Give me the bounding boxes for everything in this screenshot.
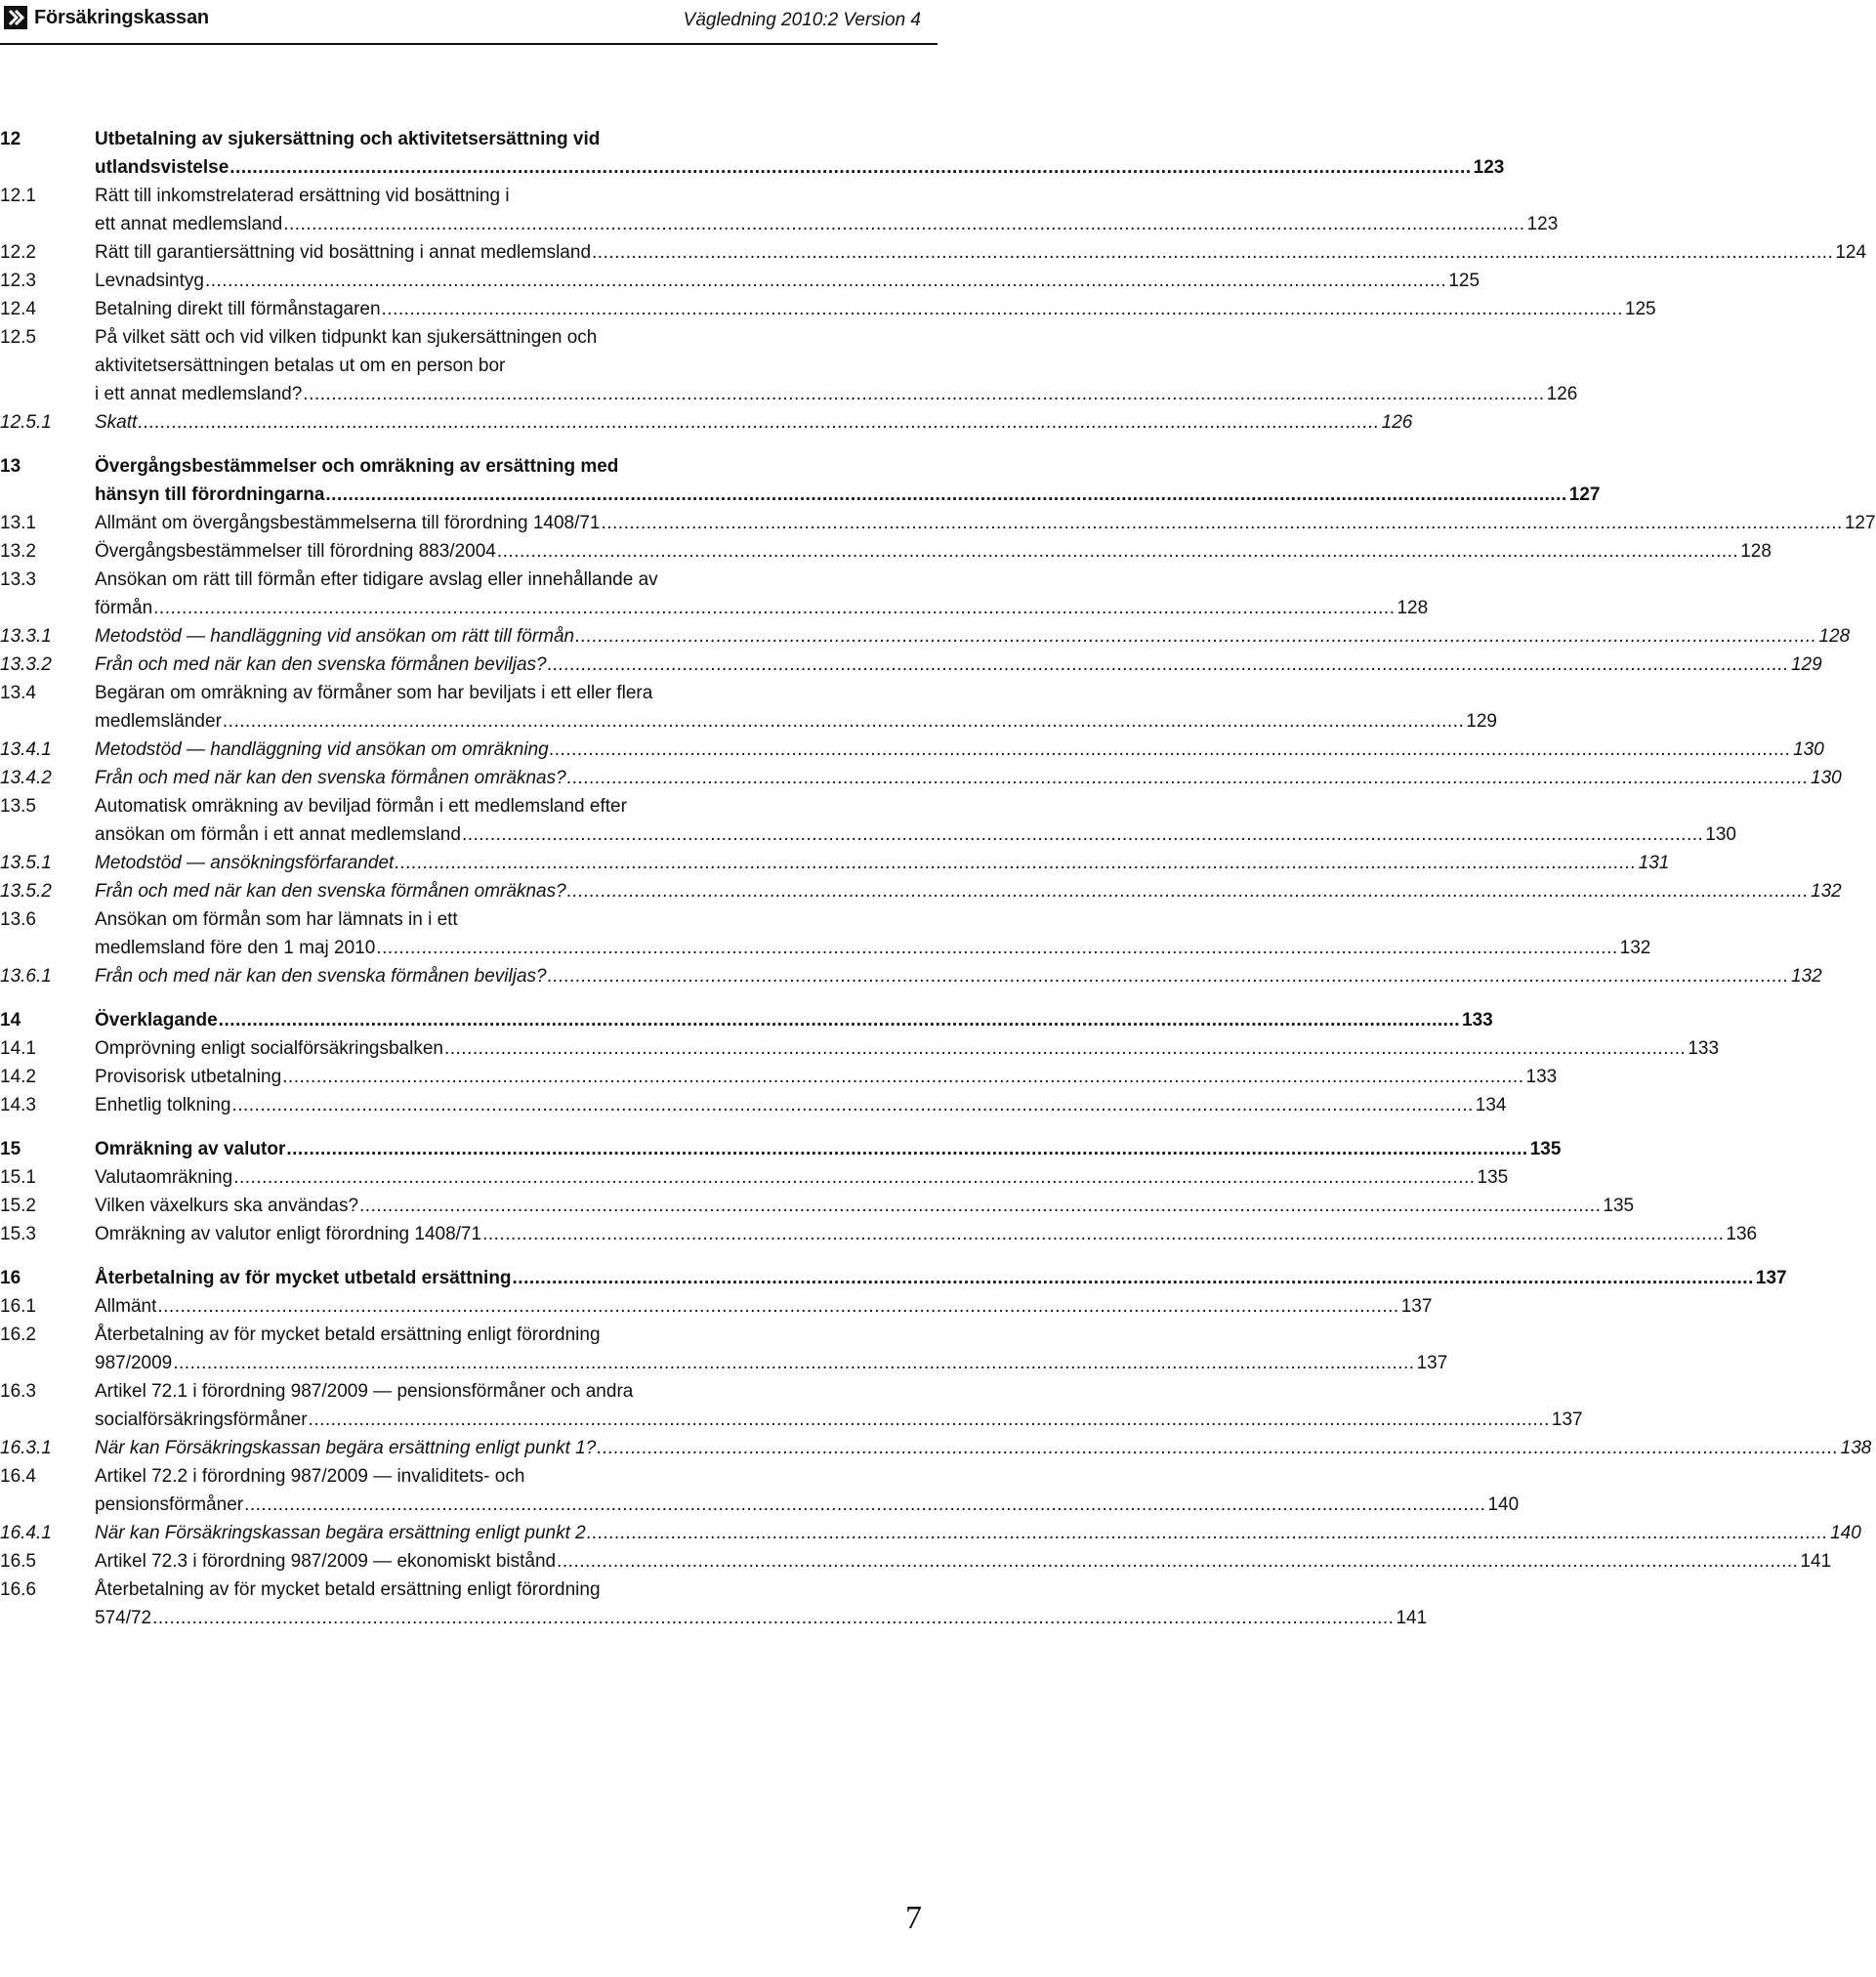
toc-entry-page: 134 (1475, 1095, 1507, 1115)
toc-spacer (0, 990, 928, 1006)
toc-entry-page: 136 (1726, 1224, 1758, 1244)
toc-entry-body (95, 622, 1850, 651)
toc-entry-title: Allmänt (95, 1296, 157, 1317)
document-id: Vägledning 2010:2 Version 4 (683, 10, 921, 30)
toc-entry-title: pensionsförmåner (95, 1494, 244, 1515)
toc-entry[interactable] (0, 905, 1651, 962)
toc-entry-page: 125 (1448, 271, 1480, 291)
toc-entry-number: 14.3 (0, 1095, 36, 1115)
toc-entry[interactable] (0, 566, 1429, 622)
toc-entry-body (95, 736, 1824, 764)
toc-entry-row (95, 1349, 1447, 1377)
toc-entry-body (95, 651, 1822, 679)
toc-entry-row (95, 153, 1504, 182)
toc-entry-page: 135 (1477, 1167, 1509, 1188)
toc-dot-leader: ............................................................................................................................................................................................................................ (231, 1095, 1474, 1115)
toc-dot-leader: ............................................................................................................................................................................................................................ (512, 1268, 1754, 1288)
toc-entry-page: 123 (1473, 157, 1505, 178)
toc-entry-page: 137 (1416, 1353, 1448, 1373)
toc-entry-body (95, 905, 1650, 962)
toc-entry-title-line: Rätt till inkomstrelaterad ersättning vid bosättning i (95, 186, 510, 206)
toc-entry-page: 133 (1525, 1067, 1558, 1087)
toc-entry-title: förmån (95, 598, 153, 618)
toc-dot-leader: ............................................................................................................................................................................................................................ (575, 626, 1817, 647)
toc-entry-number: 13.2 (0, 541, 36, 562)
toc-entry-title: Metodstöd — handläggning vid ansökan om rätt till förmån (95, 626, 575, 647)
toc-entry-body (95, 1034, 1719, 1063)
toc-entry-body (95, 566, 1428, 622)
toc-entry-row (95, 622, 1850, 651)
toc-entry-page: 135 (1529, 1139, 1562, 1159)
toc-entry-number: 14.1 (0, 1038, 36, 1059)
toc-entry-number: 16.3 (0, 1381, 36, 1402)
toc-spacer (0, 1248, 928, 1264)
toc-entry-number: 13.6.1 (0, 966, 52, 987)
toc-entry-title-line: Automatisk omräkning av beviljad förmån i ett medlemsland efter (95, 796, 627, 817)
toc-entry-title: hänsyn till förordningarna (95, 484, 325, 505)
toc-entry[interactable] (0, 736, 1824, 764)
toc-entry-row (95, 820, 1736, 849)
toc-entry[interactable] (0, 1547, 1832, 1576)
toc-entry-title: Från och med när kan den svenska förmånen omräknas? (95, 881, 566, 902)
toc-entry-body (95, 1292, 1432, 1321)
toc-entry-title-line: aktivitetsersättningen betalas ut om en person bor (95, 356, 506, 376)
toc-entry[interactable] (0, 1220, 1758, 1248)
toc-entry-row (95, 1406, 1583, 1434)
toc-entry-body (95, 962, 1822, 990)
toc-entry-page: 141 (1396, 1608, 1428, 1628)
toc-entry-number: 13.4 (0, 683, 36, 703)
toc-entry-body (95, 182, 1558, 238)
toc-entry-page: 128 (1397, 598, 1429, 618)
toc-dot-leader: ............................................................................................................................................................................................................................ (395, 853, 1637, 873)
toc-dot-leader: ............................................................................................................................................................................................................................ (586, 1523, 1829, 1543)
toc-dot-leader: ............................................................................................................................................................................................................................ (303, 384, 1545, 404)
toc-dot-leader: ............................................................................................................................................................................................................................ (547, 966, 1789, 987)
toc-dot-leader: ............................................................................................................................................................................................................................ (222, 711, 1465, 732)
toc-entry-title: Från och med när kan den svenska förmånen omräknas? (95, 768, 566, 788)
toc-dot-leader: ............................................................................................................................................................................................................................ (359, 1196, 1602, 1216)
toc-entry[interactable] (0, 849, 1670, 877)
toc-entry-row (95, 267, 1480, 295)
toc-entry-title: Rätt till garantiersättning vid bosättning i annat medlemsland (95, 242, 592, 263)
toc-entry-number: 13.3 (0, 569, 36, 590)
toc-entry[interactable] (0, 295, 1656, 323)
toc-entry-row (95, 1163, 1508, 1192)
toc-entry-page: 123 (1526, 214, 1559, 234)
toc-entry-body (95, 1163, 1508, 1192)
toc-entry-body (95, 1264, 1787, 1292)
toc-entry-page: 126 (1546, 384, 1578, 404)
table-of-contents (0, 125, 1876, 1632)
toc-dot-leader: ............................................................................................................................................................................................................................ (547, 654, 1789, 675)
toc-entry-title-line: Utbetalning av sjukersättning och aktivitetsersättning vid (95, 129, 601, 149)
toc-entry-title: socialförsäkringsförmåner (95, 1409, 308, 1430)
toc-entry-body (95, 1321, 1447, 1377)
toc-entry[interactable] (0, 1519, 1861, 1547)
toc-entry[interactable] (0, 537, 1772, 566)
toc-entry-body (95, 1063, 1557, 1091)
toc-entry-body (95, 1519, 1861, 1547)
toc-entry-page: 133 (1688, 1038, 1720, 1059)
toc-entry-number: 13.3.2 (0, 654, 52, 675)
toc-entry[interactable] (0, 1434, 1872, 1462)
toc-entry-body (95, 679, 1497, 736)
toc-entry[interactable] (0, 877, 1842, 905)
toc-entry-title: Omprövning enligt socialförsäkringsbalken (95, 1038, 443, 1059)
toc-entry-page: 137 (1551, 1409, 1583, 1430)
toc-entry-number: 15.1 (0, 1167, 36, 1188)
toc-entry[interactable] (0, 452, 1601, 509)
logo-text: Försäkringskassan (34, 6, 209, 28)
toc-dot-leader: ............................................................................................................................................................................................................................ (152, 1608, 1395, 1628)
toc-entry-row (95, 849, 1669, 877)
toc-entry-page: 127 (1844, 513, 1876, 533)
toc-entry[interactable] (0, 125, 1505, 182)
toc-dot-leader: ............................................................................................................................................................................................................................ (282, 1067, 1524, 1087)
page-header (0, 0, 938, 43)
toc-dot-leader: ............................................................................................................................................................................................................................ (443, 1038, 1687, 1059)
toc-entry-number: 13.5.1 (0, 853, 52, 873)
toc-entry[interactable] (0, 1292, 1433, 1321)
toc-entry-row (95, 380, 1577, 408)
toc-entry-number: 16.2 (0, 1325, 36, 1345)
toc-entry-page: 132 (1790, 966, 1822, 987)
toc-entry-number: 16.6 (0, 1579, 36, 1600)
toc-entry-page: 126 (1381, 412, 1413, 433)
toc-dot-leader: ............................................................................................................................................................................................................................ (218, 1010, 1461, 1031)
toc-entry-number: 12.2 (0, 242, 36, 263)
toc-entry-title: Artikel 72.3 i förordning 987/2009 — ekonomiskt bistånd (95, 1551, 557, 1572)
toc-entry-title: Valutaomräkning (95, 1167, 233, 1188)
toc-entry-title: Metodstöd — handläggning vid ansökan om omräkning (95, 739, 549, 760)
toc-entry[interactable] (0, 1006, 1493, 1034)
toc-entry-row (95, 1519, 1861, 1547)
toc-entry-body (95, 1462, 1519, 1519)
toc-entry-number: 16.4 (0, 1466, 36, 1487)
toc-entry-page: 141 (1800, 1551, 1832, 1572)
toc-entry-page: 127 (1568, 484, 1601, 505)
toc-entry-title: Metodstöd — ansökningsförfarandet (95, 853, 395, 873)
toc-spacer (0, 1119, 928, 1135)
toc-entry-title-line: Ansökan om rätt till förmån efter tidigare avslag eller innehållande av (95, 569, 658, 590)
toc-entry[interactable] (0, 764, 1842, 792)
toc-entry-row (95, 651, 1822, 679)
toc-entry-page: 133 (1462, 1010, 1493, 1031)
toc-entry-row (95, 1604, 1427, 1632)
toc-entry-page: 131 (1638, 853, 1670, 873)
toc-entry-number: 13.4.2 (0, 768, 52, 788)
toc-entry-number: 15.3 (0, 1224, 36, 1244)
toc-dot-leader: ............................................................................................................................................................................................................................ (557, 1551, 1799, 1572)
toc-entry-row (95, 1220, 1757, 1248)
toc-dot-leader: ............................................................................................................................................................................................................................ (496, 541, 1739, 562)
toc-entry[interactable] (0, 238, 1867, 267)
toc-entry-body (95, 509, 1876, 537)
toc-entry-title: Enhetlig tolkning (95, 1095, 231, 1115)
toc-entry-row (95, 736, 1824, 764)
toc-entry-number: 12 (0, 129, 21, 149)
toc-entry-row (95, 877, 1842, 905)
toc-entry-page: 128 (1740, 541, 1772, 562)
toc-dot-leader: ............................................................................................................................................................................................................................ (153, 598, 1396, 618)
toc-entry-body (95, 267, 1480, 295)
toc-entry-title: Betalning direkt till förmånstagaren (95, 299, 381, 319)
toc-entry-number: 16 (0, 1268, 21, 1288)
toc-entry-title: Från och med när kan den svenska förmånen beviljas? (95, 966, 547, 987)
toc-entry-number: 13.4.1 (0, 739, 52, 760)
toc-entry-title-line: Artikel 72.1 i förordning 987/2009 — pensionsförmåner och andra (95, 1381, 634, 1402)
toc-entry[interactable] (0, 962, 1822, 990)
toc-dot-leader: ............................................................................................................................................................................................................................ (592, 242, 1834, 263)
toc-entry-title: Överklagande (95, 1010, 218, 1031)
toc-entry-body (95, 1192, 1634, 1220)
toc-entry-title-line: På vilket sätt och vid vilken tidpunkt kan sjukersättningen och (95, 327, 598, 348)
toc-entry-row (95, 1034, 1719, 1063)
forsakringskassan-logo (4, 6, 209, 29)
toc-entry-page: 128 (1818, 626, 1851, 647)
toc-dot-leader: ............................................................................................................................................................................................................................ (482, 1224, 1725, 1244)
toc-entry-title: utlandsvistelse (95, 157, 229, 178)
toc-dot-leader: ............................................................................................................................................................................................................................ (229, 157, 1472, 178)
toc-entry-row (95, 295, 1656, 323)
toc-entry-number: 16.4.1 (0, 1523, 52, 1543)
toc-entry-row (95, 1091, 1506, 1119)
toc-entry-row (95, 594, 1428, 622)
toc-entry-body (95, 1220, 1757, 1248)
toc-entry-title: 987/2009 (95, 1353, 173, 1373)
toc-entry-number: 13.6 (0, 909, 36, 930)
toc-entry-body (95, 877, 1842, 905)
toc-entry-body (95, 452, 1600, 509)
toc-dot-leader: ............................................................................................................................................................................................................................ (597, 1438, 1839, 1458)
toc-entry-row (95, 1264, 1787, 1292)
toc-entry-title-line: Återbetalning av för mycket betald ersättning enligt förordning (95, 1579, 601, 1600)
toc-dot-leader: ............................................................................................................................................................................................................................ (566, 881, 1809, 902)
toc-entry-page: 130 (1811, 768, 1842, 788)
toc-entry-row (95, 1292, 1432, 1321)
toc-entry-page: 138 (1840, 1438, 1872, 1458)
toc-dot-leader: ............................................................................................................................................................................................................................ (308, 1409, 1550, 1430)
toc-entry-body (95, 1135, 1561, 1163)
toc-entry[interactable] (0, 1377, 1583, 1434)
toc-entry-page: 140 (1830, 1523, 1861, 1543)
toc-entry-number: 16.3.1 (0, 1438, 52, 1458)
toc-entry-title: Övergångsbestämmelser till förordning 883/2004 (95, 541, 496, 562)
toc-entry-row (95, 764, 1842, 792)
toc-entry-page: 129 (1466, 711, 1497, 732)
toc-dot-leader: ............................................................................................................................................................................................................................ (157, 1296, 1399, 1317)
toc-entry[interactable] (0, 1576, 1428, 1632)
toc-entry-number: 13 (0, 456, 21, 477)
toc-entry[interactable] (0, 1321, 1448, 1377)
toc-entry-body (95, 1377, 1583, 1434)
toc-entry-body (95, 295, 1656, 323)
toc-entry-number: 13.3.1 (0, 626, 52, 647)
toc-dot-leader: ............................................................................................................................................................................................................................ (173, 1353, 1415, 1373)
toc-entry-title-line: Ansökan om förmån som har lämnats in i ett (95, 909, 458, 930)
toc-entry-title-line: Begäran om omräkning av förmåner som har beviljats i ett eller flera (95, 683, 653, 703)
toc-entry-body (95, 1547, 1831, 1576)
toc-dot-leader: ............................................................................................................................................................................................................................ (381, 299, 1623, 319)
toc-entry-row (95, 408, 1412, 437)
toc-entry[interactable] (0, 792, 1736, 849)
toc-entry-body (95, 408, 1412, 437)
toc-entry-title-line: Återbetalning av för mycket betald ersättning enligt förordning (95, 1325, 601, 1345)
toc-entry-page: 129 (1790, 654, 1822, 675)
toc-entry-body (95, 1434, 1871, 1462)
toc-dot-leader: ............................................................................................................................................................................................................................ (376, 938, 1618, 958)
page-number: 7 (905, 1900, 922, 1936)
toc-entry-number: 15.2 (0, 1196, 36, 1216)
toc-entry[interactable] (0, 622, 1851, 651)
toc-entry-title: När kan Försäkringskassan begära ersättning enligt punkt 2 (95, 1523, 586, 1543)
toc-entry-page: 132 (1619, 938, 1651, 958)
toc-dot-leader: ............................................................................................................................................................................................................................ (138, 412, 1380, 433)
toc-entry-page: 135 (1603, 1196, 1635, 1216)
toc-entry-row (95, 238, 1866, 267)
toc-entry-page: 137 (1755, 1268, 1787, 1288)
toc-dot-leader: ............................................................................................................................................................................................................................ (233, 1167, 1476, 1188)
toc-entry[interactable] (0, 1264, 1787, 1292)
toc-entry-title: Provisorisk utbetalning (95, 1067, 282, 1087)
toc-entry-number: 13.5 (0, 796, 36, 817)
toc-entry-page: 124 (1835, 242, 1867, 263)
toc-entry-row (95, 707, 1497, 736)
toc-entry-body (95, 792, 1736, 849)
toc-entry[interactable] (0, 1135, 1562, 1163)
toc-entry-number: 12.1 (0, 186, 36, 206)
toc-entry[interactable] (0, 182, 1559, 238)
toc-entry-title: medlemsland före den 1 maj 2010 (95, 938, 376, 958)
toc-entry-row (95, 509, 1876, 537)
toc-entry-number: 14.2 (0, 1067, 36, 1087)
toc-entry-body (95, 1576, 1427, 1632)
toc-entry-title: Från och med när kan den svenska förmånen beviljas? (95, 654, 547, 675)
toc-entry-row (95, 481, 1600, 509)
toc-entry-title: Vilken växelkurs ska användas? (95, 1196, 359, 1216)
toc-entry-row (95, 1192, 1634, 1220)
toc-entry-body (95, 849, 1669, 877)
toc-entry-page: 125 (1624, 299, 1656, 319)
toc-entry[interactable] (0, 1091, 1507, 1119)
toc-dot-leader: ............................................................................................................................................................................................................................ (566, 768, 1809, 788)
toc-entry-title-line: Artikel 72.2 i förordning 987/2009 — invaliditets- och (95, 1466, 525, 1487)
toc-dot-leader: ............................................................................................................................................................................................................................ (549, 739, 1792, 760)
toc-dot-leader: ............................................................................................................................................................................................................................ (244, 1494, 1486, 1515)
toc-entry-page: 140 (1487, 1494, 1520, 1515)
toc-entry[interactable] (0, 1063, 1558, 1091)
toc-entry[interactable] (0, 323, 1578, 408)
toc-entry-title: Skatt (95, 412, 138, 433)
toc-spacer (0, 437, 928, 452)
toc-entry[interactable] (0, 1192, 1635, 1220)
toc-entry-number: 13.1 (0, 513, 36, 533)
toc-entry-number: 12.5.1 (0, 412, 52, 433)
toc-entry-number: 12.5 (0, 327, 36, 348)
toc-entry[interactable] (0, 267, 1480, 295)
toc-entry-number: 14 (0, 1010, 21, 1031)
toc-entry[interactable] (0, 1034, 1720, 1063)
toc-entry-body (95, 764, 1842, 792)
logo-emblem-icon (4, 6, 27, 29)
toc-entry-row (95, 1135, 1561, 1163)
toc-entry-page: 130 (1793, 739, 1824, 760)
toc-entry-body (95, 125, 1504, 182)
toc-entry-body (95, 238, 1866, 267)
toc-entry[interactable] (0, 509, 1876, 537)
toc-dot-leader: ............................................................................................................................................................................................................................ (204, 271, 1447, 291)
toc-entry-title: Omräkning av valutor (95, 1139, 286, 1159)
toc-entry-title-line: Övergångsbestämmelser och omräkning av ersättning med (95, 456, 619, 477)
toc-entry-title: i ett annat medlemsland? (95, 384, 303, 404)
toc-entry-number: 12.3 (0, 271, 36, 291)
toc-entry-number: 12.4 (0, 299, 36, 319)
toc-entry-title: medlemsländer (95, 711, 222, 732)
toc-entry-page: 132 (1811, 881, 1842, 902)
toc-entry-number: 16.1 (0, 1296, 36, 1317)
toc-dot-leader: ............................................................................................................................................................................................................................ (283, 214, 1525, 234)
toc-entry-row (95, 1491, 1519, 1519)
toc-entry-body (95, 1006, 1493, 1034)
toc-entry-row (95, 962, 1822, 990)
toc-entry-row (95, 1434, 1871, 1462)
toc-entry-row (95, 210, 1558, 238)
toc-dot-leader: ............................................................................................................................................................................................................................ (461, 824, 1704, 845)
toc-entry-title: Levnadsintyg (95, 271, 204, 291)
toc-entry-body (95, 323, 1577, 408)
toc-dot-leader: ............................................................................................................................................................................................................................ (601, 513, 1843, 533)
toc-entry-row (95, 1063, 1557, 1091)
toc-entry-title: ansökan om förmån i ett annat medlemsland (95, 824, 461, 845)
toc-entry-number: 16.5 (0, 1551, 36, 1572)
toc-dot-leader: ............................................................................................................................................................................................................................ (286, 1139, 1528, 1159)
toc-entry[interactable] (0, 408, 1413, 437)
toc-entry-body (95, 537, 1772, 566)
toc-entry[interactable] (0, 651, 1822, 679)
toc-entry-row (95, 537, 1772, 566)
toc-dot-leader: ............................................................................................................................................................................................................................ (325, 484, 1567, 505)
toc-entry-title: Allmänt om övergångsbestämmelserna till förordning 1408/71 (95, 513, 601, 533)
toc-entry-title: När kan Försäkringskassan begära ersättning enligt punkt 1? (95, 1438, 597, 1458)
toc-entry[interactable] (0, 1163, 1509, 1192)
toc-entry-title: Återbetalning av för mycket utbetald ersättning (95, 1268, 512, 1288)
toc-entry-title: 574/72 (95, 1608, 152, 1628)
toc-entry[interactable] (0, 1462, 1520, 1519)
header-rule (0, 43, 938, 45)
toc-entry-row (95, 1547, 1831, 1576)
toc-entry-page: 137 (1400, 1296, 1433, 1317)
toc-entry-body (95, 1091, 1506, 1119)
toc-entry-row (95, 1006, 1493, 1034)
toc-entry-page: 130 (1705, 824, 1736, 845)
toc-entry-number: 15 (0, 1139, 21, 1159)
toc-entry-row (95, 934, 1650, 962)
toc-entry-number: 13.5.2 (0, 881, 52, 902)
toc-entry-title: Omräkning av valutor enligt förordning 1408/71 (95, 1224, 482, 1244)
toc-entry-title: ett annat medlemsland (95, 214, 283, 234)
toc-entry[interactable] (0, 679, 1497, 736)
